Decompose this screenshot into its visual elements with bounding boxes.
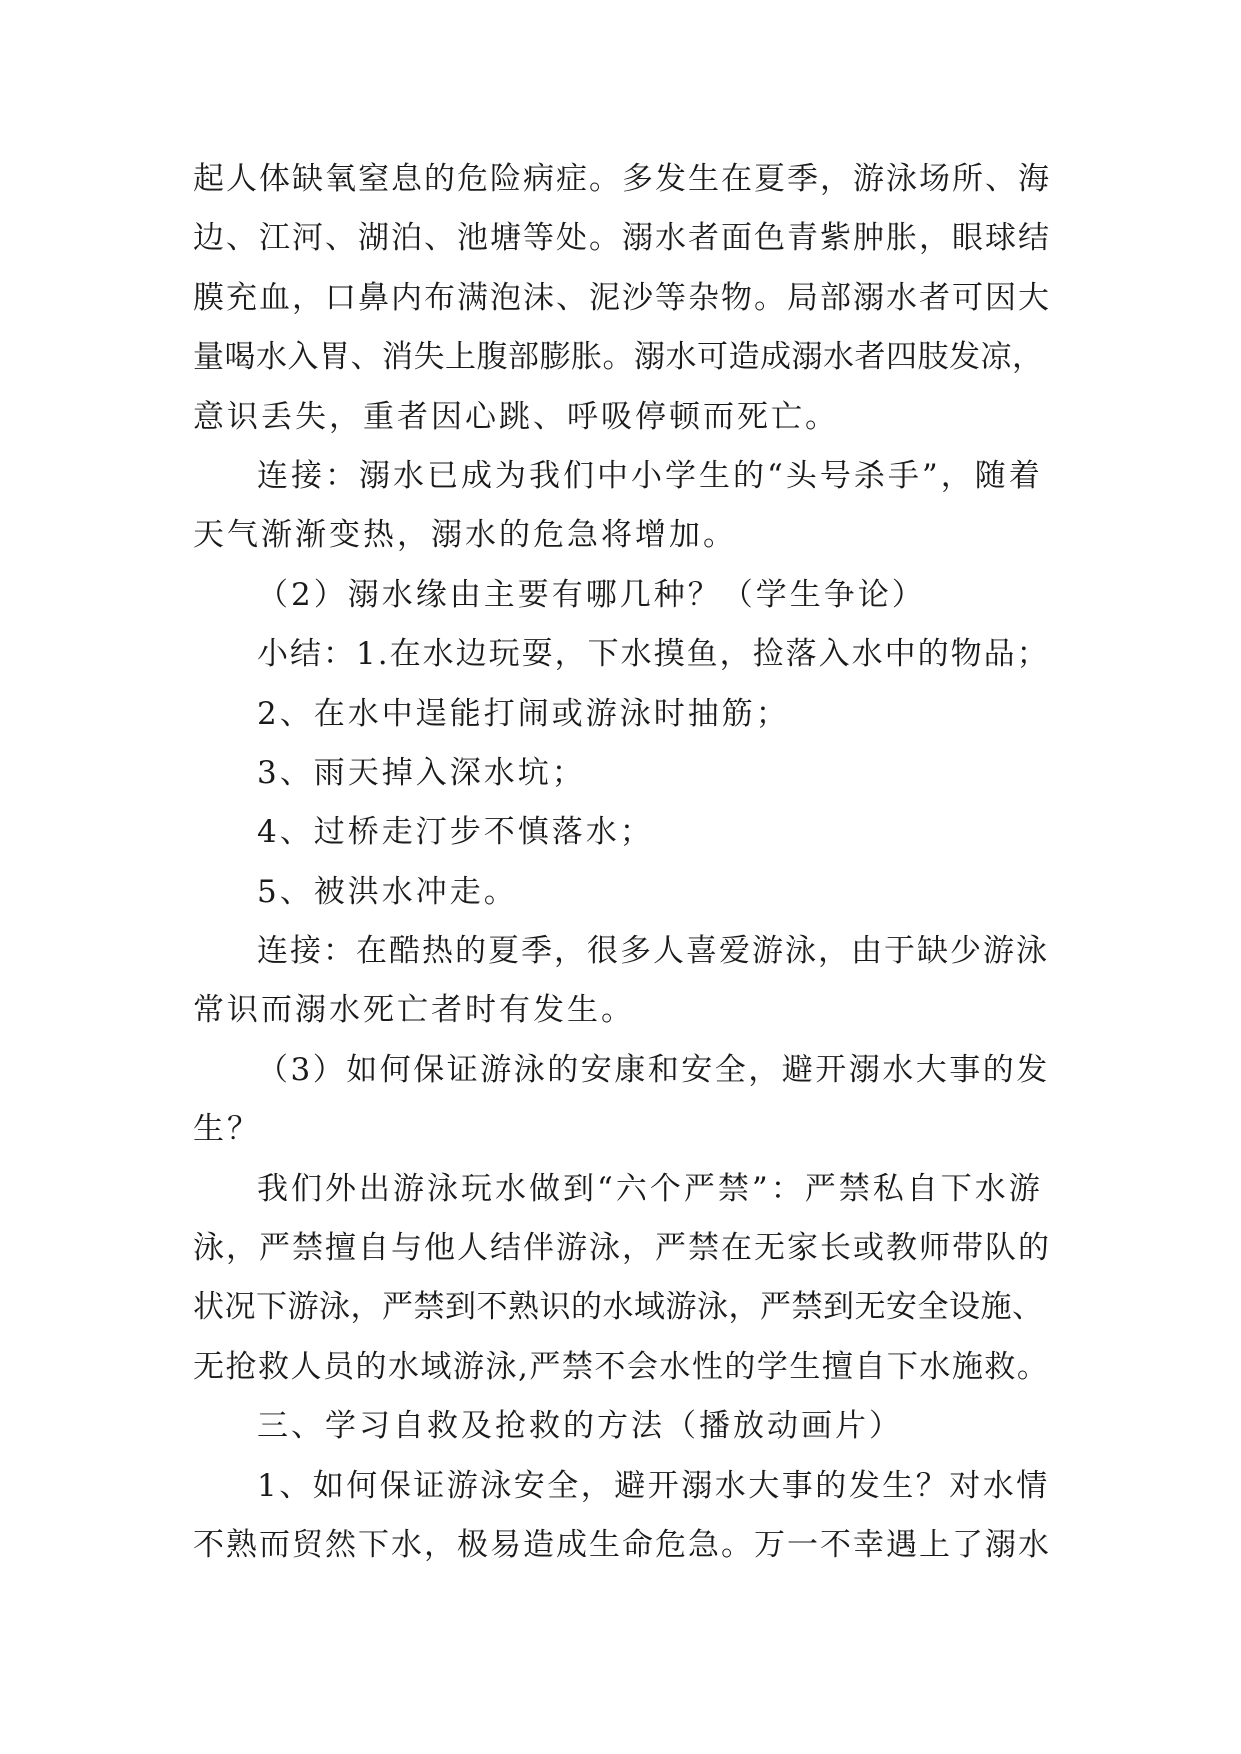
text-line: 天气渐渐变热，溺水的危急将增加。 [193,517,737,554]
text-line: 我们外出游泳玩水做到“六个严禁”：严禁私自下水游 [257,1170,1043,1207]
text-line: 量喝水入胃、消失上腹部膨胀。溺水可造成溺水者四肢发凉， [193,339,1044,376]
text-line: （2）溺水缘由主要有哪几种？（学生争论） [257,576,926,613]
text-line: 5、被洪水冲走。 [257,873,518,910]
text-line: 常识而溺水死亡者时有发生。 [193,992,635,1029]
text-line: 连接：溺水已成为我们中小学生的“头号杀手”，随着 [257,457,1043,494]
text-line: 状况下游泳，严禁到不熟识的水域游泳，严禁到无安全设施、 [193,1289,1044,1326]
text-line: 三、学习自救及抢救的方法（播放动画片） [257,1408,903,1445]
text-line: 不熟而贸然下水，极易造成生命危急。万一不幸遇上了溺水 [193,1526,1051,1563]
text-line: 2、在水中逞能打闹或游泳时抽筋； [257,695,790,732]
text-line: 4、过桥走汀步不慎落水； [257,814,654,851]
text-line: 意识丢失，重者因心跳、呼吸停顿而死亡。 [193,398,839,435]
text-line: 膜充血，口鼻内布满泡沫、泥沙等杂物。局部溺水者可因大 [193,279,1051,316]
body-text [193,150,1053,1575]
text-line: 泳，严禁擅自与他人结伴游泳，严禁在无家长或教师带队的 [193,1230,1051,1267]
text-line: 起人体缺氧窒息的危险病症。多发生在夏季，游泳场所、海 [193,161,1051,197]
text-line: 生？ [193,1111,261,1148]
text-line: 边、江河、湖泊、池塘等处。溺水者面色青紫肿胀，眼球结 [193,220,1051,257]
text-line: 3、雨天掉入深水坑； [257,754,586,791]
text-line: （3）如何保证游泳的安康和安全，避开溺水大事的发 [257,1051,1050,1088]
text-line: 小结：1.在水边玩耍，下水摸鱼，捡落入水中的物品； [257,636,1050,673]
text-line: 连接：在酷热的夏季，很多人喜爱游泳，由于缺少游泳 [257,933,1049,970]
text-line: 无抢救人员的水域游泳,严禁不会水性的学生擅自下水施救。 [193,1348,1050,1385]
text-line: 1、如何保证游泳安全，避开溺水大事的发生？对水情 [257,1467,1050,1504]
